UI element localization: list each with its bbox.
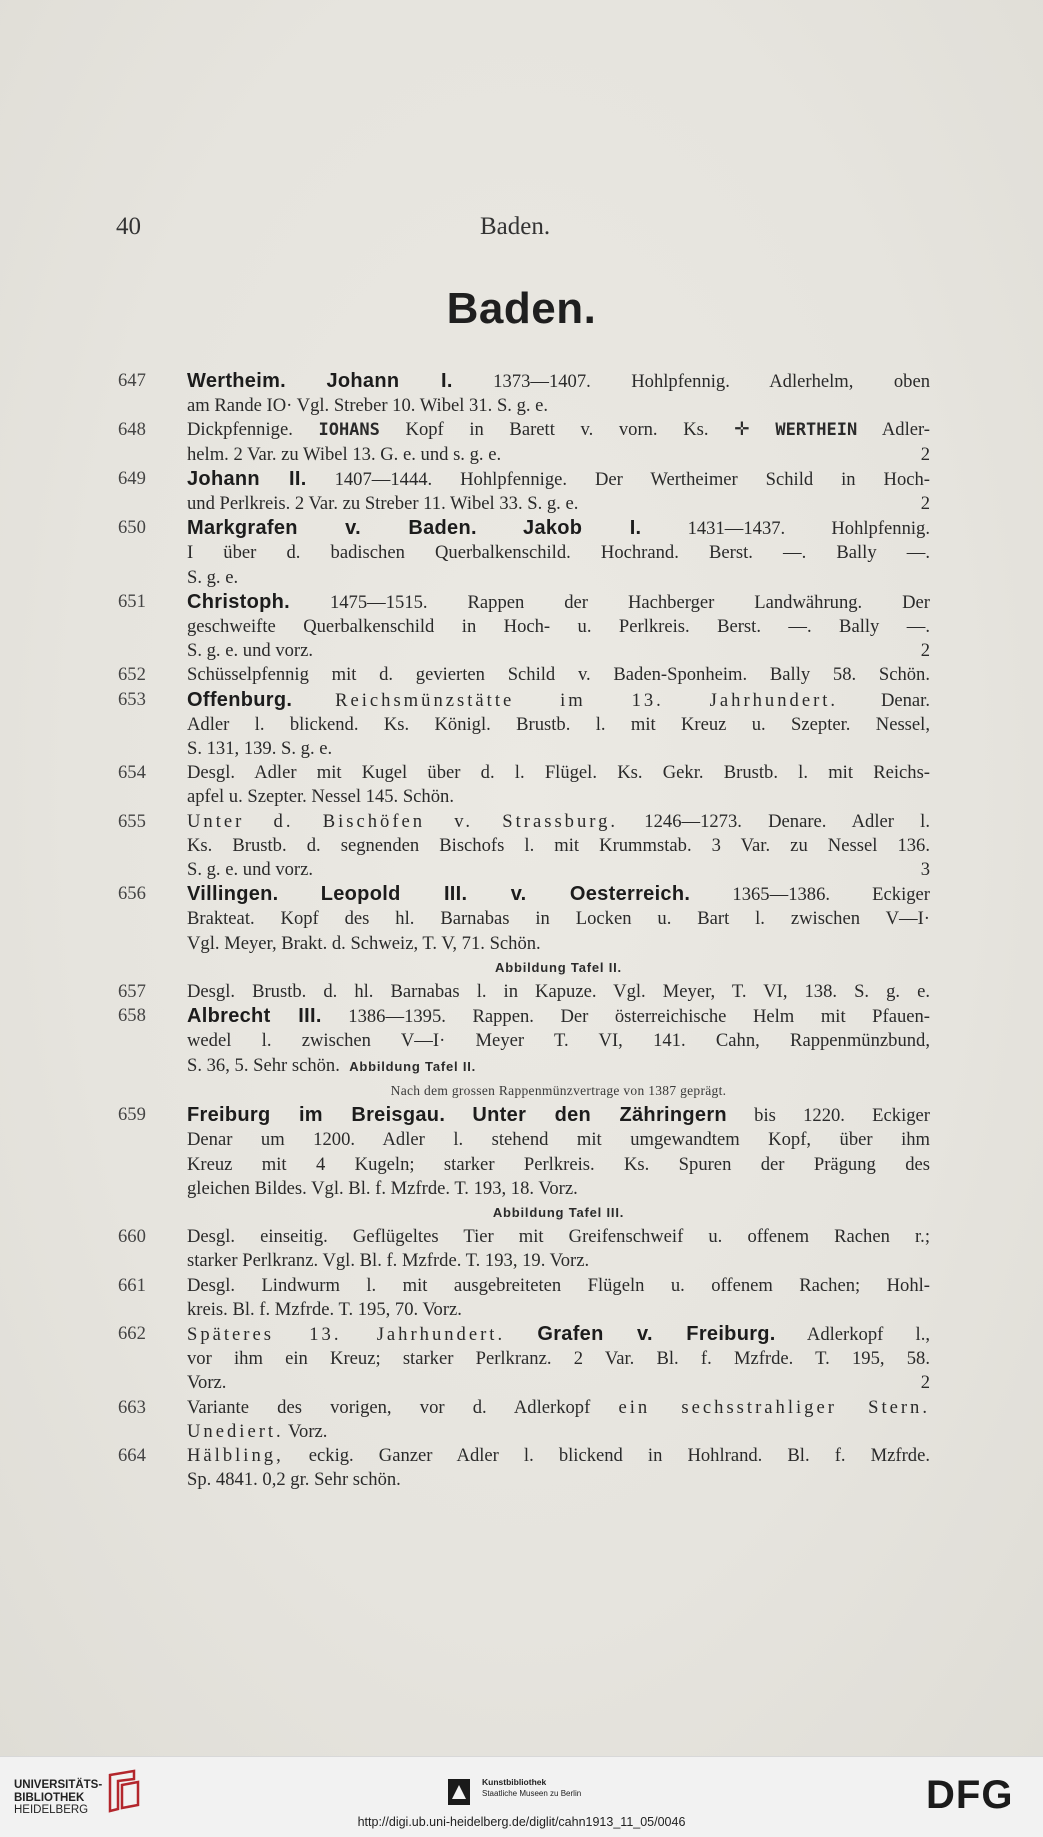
coin-legend: WERTHEIN — [775, 420, 858, 441]
entry-text: 1373—1407. Hohlpfennig. Adlerhelm, oben — [493, 371, 930, 392]
entry-number: 662 — [118, 1322, 146, 1344]
entry-text: 1407—1444. Hohlpfennige. Der Wertheimer Schild in Hoch- — [334, 468, 930, 490]
permalink-url[interactable]: http://digi.ub.uni-heidelberg.de/diglit/cahn1913_11_05/0046 — [357, 1815, 686, 1829]
kb-line: Staatliche Museen zu Berlin — [482, 1789, 582, 1798]
entry-line: Brakteat. Kopf des hl. Barnabas in Locken u. Bart l. zwischen V—I· — [187, 908, 930, 930]
kb-line: Kunstbibliothek — [482, 1777, 547, 1787]
entry-line: S. g. e. — [187, 566, 239, 588]
entry-line — [187, 1322, 930, 1347]
kunstbibliothek-logo-icon[interactable] — [448, 1779, 470, 1805]
entry-text: Späteres 13. Jahrhundert. — [187, 1323, 506, 1345]
entry-text: S. g. e. und vorz. — [187, 640, 314, 662]
ub-heidelberg-label — [14, 1779, 102, 1817]
catalog-entries — [118, 369, 930, 1492]
entry-line: geschweifte Querbalkenschild in Hoch- u. Perlkreis. Berst. —. Bally —. — [187, 616, 930, 638]
entry-text: S. g. e. und vorz. — [187, 859, 314, 881]
entry-line: Vgl. Meyer, Brakt. d. Schweiz, T. V, 71. Schön. — [187, 932, 541, 954]
entry-text: 1475—1515. Rappen der Hachberger Landwährung. Der — [329, 591, 930, 613]
entry-line — [187, 1420, 930, 1444]
catalog-entry — [118, 761, 930, 809]
catalog-entry — [118, 688, 930, 762]
entry-line: Denar um 1200. Adler l. stehend mit umgewandtem Kopf, über ihm — [187, 1129, 930, 1151]
ruler-heading: Johann I. — [326, 370, 453, 392]
entry-text: und Perlkreis. 2 Var. zu Streber 11. Wibel 33. S. g. e. — [187, 493, 579, 515]
entry-line: am Rande IO· Vgl. Streber 10. Wibel 31. S. g. e. — [187, 395, 549, 417]
catalog-entry — [118, 467, 930, 516]
page-number: 40 — [116, 213, 141, 240]
entry-text: Adlerkopf l., — [806, 1323, 931, 1345]
entry-number: 652 — [118, 664, 146, 686]
kunstbibliothek-label — [482, 1777, 581, 1799]
catalog-entry — [118, 590, 930, 664]
catalog-entry — [118, 810, 930, 883]
entry-line: wedel l. zwischen V—I· Meyer T. VI, 141. Cahn, Rappenmünzbund, — [187, 1030, 930, 1052]
catalog-entry — [118, 1322, 930, 1396]
entry-text: bis 1220. Eckiger — [754, 1105, 930, 1127]
catalog-entry — [118, 1396, 930, 1444]
footnote: Nach dem grossen Rappenmünzvertrage von 1387 geprägt. — [390, 1082, 727, 1098]
quantity: 2 — [920, 1372, 930, 1394]
entry-number: 655 — [118, 810, 146, 832]
entry-line — [187, 467, 930, 492]
entry-text: eckig. Ganzer Adler l. blickend in Hohlrand. Bl. f. Mzfrde. — [308, 1444, 930, 1466]
entry-text: Adler- — [881, 419, 930, 441]
entry-text: Reichsmünzstätte im 13. Jahrhundert. — [335, 689, 839, 711]
entry-line — [187, 1444, 930, 1468]
entry-line: vor ihm ein Kreuz; starker Perlkranz. 2 Var. Bl. f. Mzfrde. T. 195, 58. — [187, 1348, 930, 1370]
entry-number: 647 — [118, 370, 146, 391]
entry-text: 1365—1386. Eckiger — [732, 884, 930, 906]
page-title: Baden. — [446, 284, 597, 333]
entry-line: S. 131, 139. S. g. e. — [187, 738, 333, 760]
entry-text: Unter d. Bischöfen v. Strassburg. — [187, 810, 619, 832]
entry-text: Denar. — [880, 689, 930, 711]
entry-line — [187, 810, 930, 834]
entry-number: 661 — [118, 1274, 146, 1296]
entry-text: 1246—1273. Denare. Adler l. — [644, 810, 930, 832]
entry-line: I über d. badischen Querbalkenschild. Hochrand. Berst. —. Bally —. — [187, 542, 930, 564]
entry-line — [187, 590, 930, 615]
entry-text: Dickpfennige. — [187, 419, 293, 441]
catalog-entry — [118, 882, 930, 980]
place-heading: Villingen. — [187, 883, 279, 906]
entry-line — [187, 418, 930, 442]
entry-line: Desgl. Brustb. d. hl. Barnabas l. in Kapuze. Vgl. Meyer, T. VI, 138. S. g. e. — [187, 981, 930, 1003]
entry-line: Sp. 4841. 0,2 gr. Sehr schön. — [187, 1469, 401, 1491]
entry-text: 1431—1437. Hohlpfennig. — [687, 518, 930, 540]
ruler-heading: Unter den Zähringern — [472, 1104, 727, 1127]
running-title: Baden. — [480, 213, 551, 240]
entry-line: starker Perlkranz. Vgl. Bl. f. Mzfrde. T. 193, 19. Vorz. — [187, 1250, 590, 1272]
entry-number: 653 — [118, 688, 146, 710]
entry-line — [187, 1371, 930, 1395]
plate-reference: Abbildung Tafel III. — [492, 1204, 625, 1220]
catalog-entry — [118, 980, 930, 1004]
ruler-heading: Leopold III. v. Oesterreich. — [320, 883, 691, 906]
entry-text: ein sechsstrahliger Stern. — [618, 1396, 930, 1418]
catalog-entry — [118, 516, 930, 590]
ub-line: BIBLIOTHEK — [14, 1791, 85, 1804]
entry-line — [187, 1396, 930, 1420]
plate-reference: Abbildung Tafel II. — [349, 1058, 477, 1074]
entry-number: 664 — [118, 1444, 146, 1466]
catalog-entry — [118, 1225, 930, 1273]
entry-line — [187, 369, 930, 394]
entry-number: 660 — [118, 1226, 146, 1248]
entry-line — [187, 1054, 930, 1079]
entry-text: S. 36, 5. Sehr schön. — [187, 1054, 340, 1076]
place-heading: Freiburg im Breisgau. — [187, 1104, 446, 1127]
ruler-heading: Albrecht III. — [187, 1005, 322, 1028]
entry-number: 654 — [118, 762, 146, 784]
entry-line — [187, 443, 930, 467]
catalog-entry — [118, 1103, 930, 1225]
entry-number: 648 — [118, 419, 146, 441]
entry-number: 659 — [118, 1104, 146, 1126]
entry-number: 658 — [118, 1005, 146, 1027]
entry-line: gleichen Bildes. Vgl. Bl. f. Mzfrde. T. 193, 18. Vorz. — [187, 1177, 578, 1199]
catalog-entry — [118, 1274, 930, 1322]
dfg-logo[interactable]: DFG — [926, 1773, 1014, 1817]
entry-text: Variante des vorigen, vor d. Adlerkopf — [187, 1396, 591, 1418]
entry-text: Unediert. — [187, 1420, 284, 1442]
catalog-entry — [118, 1004, 930, 1103]
entry-text: Hälbling, — [187, 1444, 284, 1466]
entry-line — [187, 1103, 930, 1128]
quantity: 3 — [920, 859, 930, 881]
catalog-entry — [118, 663, 930, 687]
coin-legend: IOHANS — [318, 420, 380, 441]
entry-text: Vorz. — [288, 1420, 328, 1442]
entry-line: Kreuz mit 4 Kugeln; starker Perlkreis. Ks. Spuren der Prägung des — [187, 1153, 930, 1175]
plate-reference: Abbildung Tafel II. — [495, 959, 622, 975]
entry-number: 663 — [118, 1396, 146, 1418]
entry-line: Ks. Brustb. d. segnenden Bischofs l. mit Krummstab. 3 Var. zu Nessel 136. — [187, 834, 930, 856]
entry-line: apfel u. Szepter. Nessel 145. Schön. — [187, 786, 454, 808]
ruler-heading: Christoph. — [187, 590, 290, 613]
entry-text: helm. 2 Var. zu Wibel 13. G. e. und s. g. e. — [187, 443, 502, 465]
place-heading: Offenburg. — [187, 688, 293, 711]
quantity: 2 — [920, 493, 930, 515]
catalog-entry — [118, 1444, 930, 1492]
entry-text: 1386—1395. Rappen. Der österreichische Helm mit Pfauen- — [348, 1006, 930, 1028]
ruler-heading: Jakob I. — [523, 517, 642, 540]
place-heading: Wertheim. — [187, 370, 287, 392]
ub-line: HEIDELBERG — [14, 1804, 89, 1816]
catalog-entry — [118, 369, 930, 418]
entry-text: Kopf in Barett v. vorn. Ks. ✛ — [405, 419, 750, 441]
entry-line — [187, 492, 930, 516]
quantity: 2 — [920, 443, 930, 465]
entry-line — [187, 639, 930, 663]
entry-line — [187, 1004, 930, 1029]
entry-number: 657 — [118, 981, 146, 1003]
catalog-entry — [118, 418, 930, 466]
entry-number: 650 — [118, 517, 146, 539]
place-heading: Markgrafen v. Baden. — [187, 517, 477, 540]
entry-line — [187, 688, 930, 713]
entry-number: 651 — [118, 590, 146, 612]
ruler-heading: Grafen v. Freiburg. — [537, 1322, 776, 1345]
entry-line: Desgl. einseitig. Geflügeltes Tier mit Greifenschweif u. offenem Rachen r.; — [187, 1226, 930, 1248]
entry-line: Desgl. Adler mit Kugel über d. l. Flügel. Ks. Gekr. Brustb. l. mit Reichs- — [187, 762, 930, 784]
entry-number: 656 — [118, 883, 146, 905]
entry-line — [187, 516, 930, 541]
entry-line: Desgl. Lindwurm l. mit ausgebreiteten Flügeln u. offenem Rachen; Hohl- — [187, 1274, 930, 1296]
ub-line: UNIVERSITÄTS- — [14, 1779, 103, 1791]
entry-line: Schüsselpfennig mit d. gevierten Schild v. Baden-Sponheim. Bally 58. Schön. — [187, 664, 930, 686]
entry-number: 649 — [118, 467, 146, 489]
ub-heidelberg-logo-icon[interactable] — [104, 1769, 146, 1815]
entry-text: Vorz. — [187, 1372, 227, 1394]
quantity: 2 — [920, 640, 930, 662]
entry-line — [187, 858, 930, 882]
entry-line: Adler l. blickend. Ks. Königl. Brustb. l. mit Kreuz u. Szepter. Nessel, — [187, 713, 930, 735]
entry-line: kreis. Bl. f. Mzfrde. T. 195, 70. Vorz. — [187, 1298, 462, 1320]
entry-line — [187, 882, 930, 907]
ruler-heading: Johann II. — [187, 467, 307, 490]
